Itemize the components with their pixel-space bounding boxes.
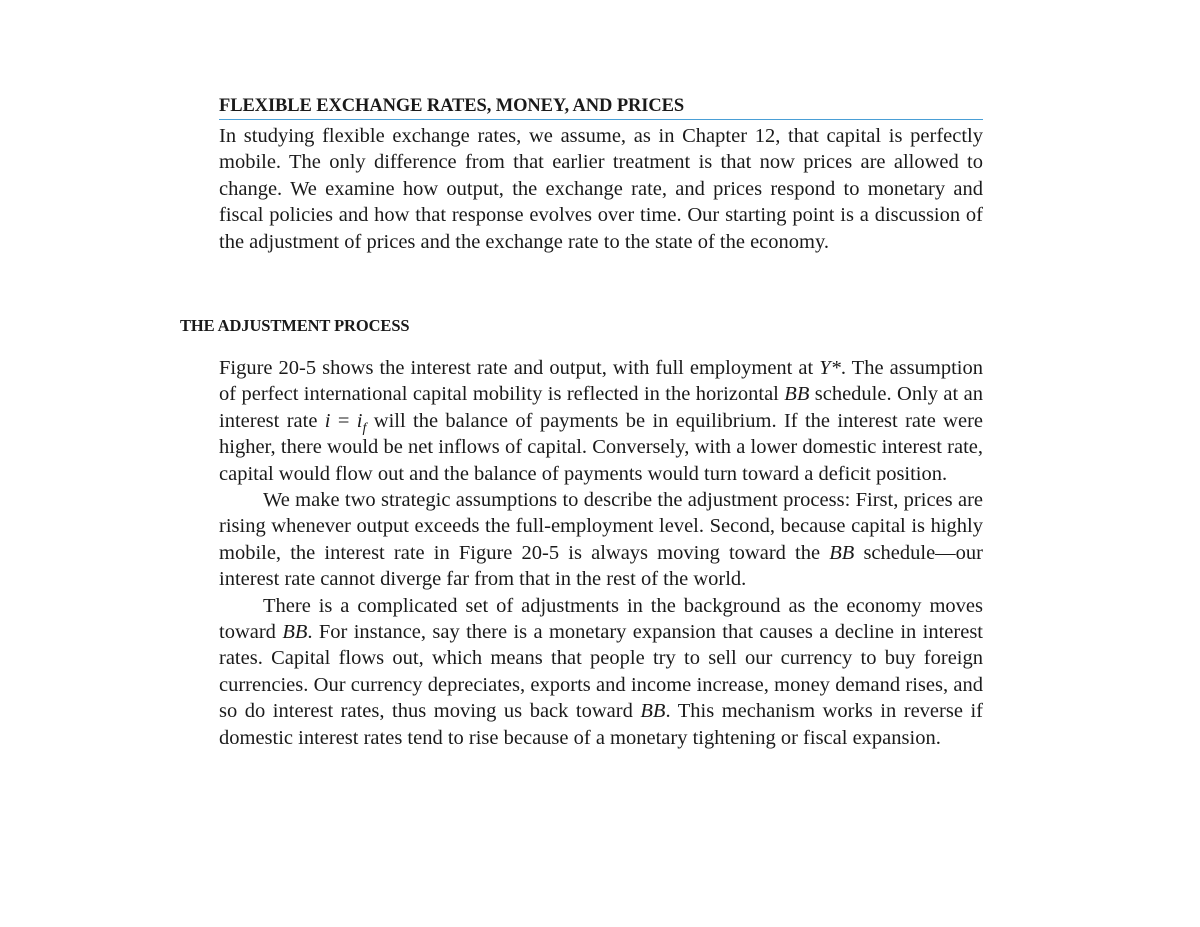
foreign-subscript: f <box>362 420 367 436</box>
p3-text-c: . This mechanism works in reverse if domestic interest rates tend to rise because of a monetary tightening or fiscal expansion. <box>219 700 983 749</box>
p3-text-a: There is a complicated set of adjustments in the background as the economy moves toward <box>219 594 983 644</box>
bb-symbol: BB <box>282 621 308 644</box>
section-flexible-exchange-rates <box>219 95 983 255</box>
intro-paragraph: In studying flexible exchange rates, we assume, as in Chapter 12, that capital is perfectly mobile. The only difference from that earlier treatment is that now prices are allowed to change. We examine how output, the exchange rate, and prices respond to monetary and fiscal policies and how that response evolves over time. Our starting point is a discussion of the adjustment of prices and the exchange rate to the state of the economy. <box>219 125 983 253</box>
p2-text-b: schedule—our interest rate cannot diverge far from that in the rest of the world. <box>219 541 983 591</box>
section-adjustment-process <box>219 355 983 751</box>
equals-sign: = <box>330 409 357 432</box>
p1-text-d: will the balance of payments be in equilibrium. If the interest rate were higher, there would be net inflows of capital. Conversely, with a lower domestic interest rate, capital would flow out and the balance of payments would turn toward a deficit position. <box>219 409 983 485</box>
p1-text-b: . The assumption of perfect international capital mobility is reflected in the horizontal <box>219 357 983 406</box>
bb-symbol: BB <box>640 700 666 723</box>
bb-symbol: BB <box>784 383 810 406</box>
ystar-symbol: Y* <box>819 357 841 379</box>
paragraph-1 <box>219 355 983 487</box>
p1-text-a: Figure 20-5 shows the interest rate and output, with full employment at <box>219 357 820 379</box>
subsection-heading: THE ADJUSTMENT PROCESS <box>180 316 410 335</box>
foreign-interest-symbol: i <box>356 409 363 432</box>
paragraph-3 <box>219 593 983 751</box>
section-heading: FLEXIBLE EXCHANGE RATES, MONEY, AND PRICES <box>219 95 983 120</box>
bb-symbol: BB <box>829 541 855 564</box>
paragraph-2 <box>219 487 983 593</box>
p3-text-b: . For instance, say there is a monetary expansion that causes a decline in interest rates. Capital flows out, which means that people try to sell our currency to buy foreign currencies. Our currency depreciates, exports and income increase, money demand rises, and so do interest rates, thus moving us back toward <box>219 621 983 723</box>
interest-symbol: i <box>324 409 331 432</box>
p1-text-c: schedule. Only at an interest rate <box>219 383 983 432</box>
p2-text-a: We make two strategic assumptions to describe the adjustment process: First, prices are rising whenever output exceeds the full-employment level. Second, because capital is highly mobile, the interest rate in Figure 20-5 is always moving toward the <box>219 489 983 564</box>
